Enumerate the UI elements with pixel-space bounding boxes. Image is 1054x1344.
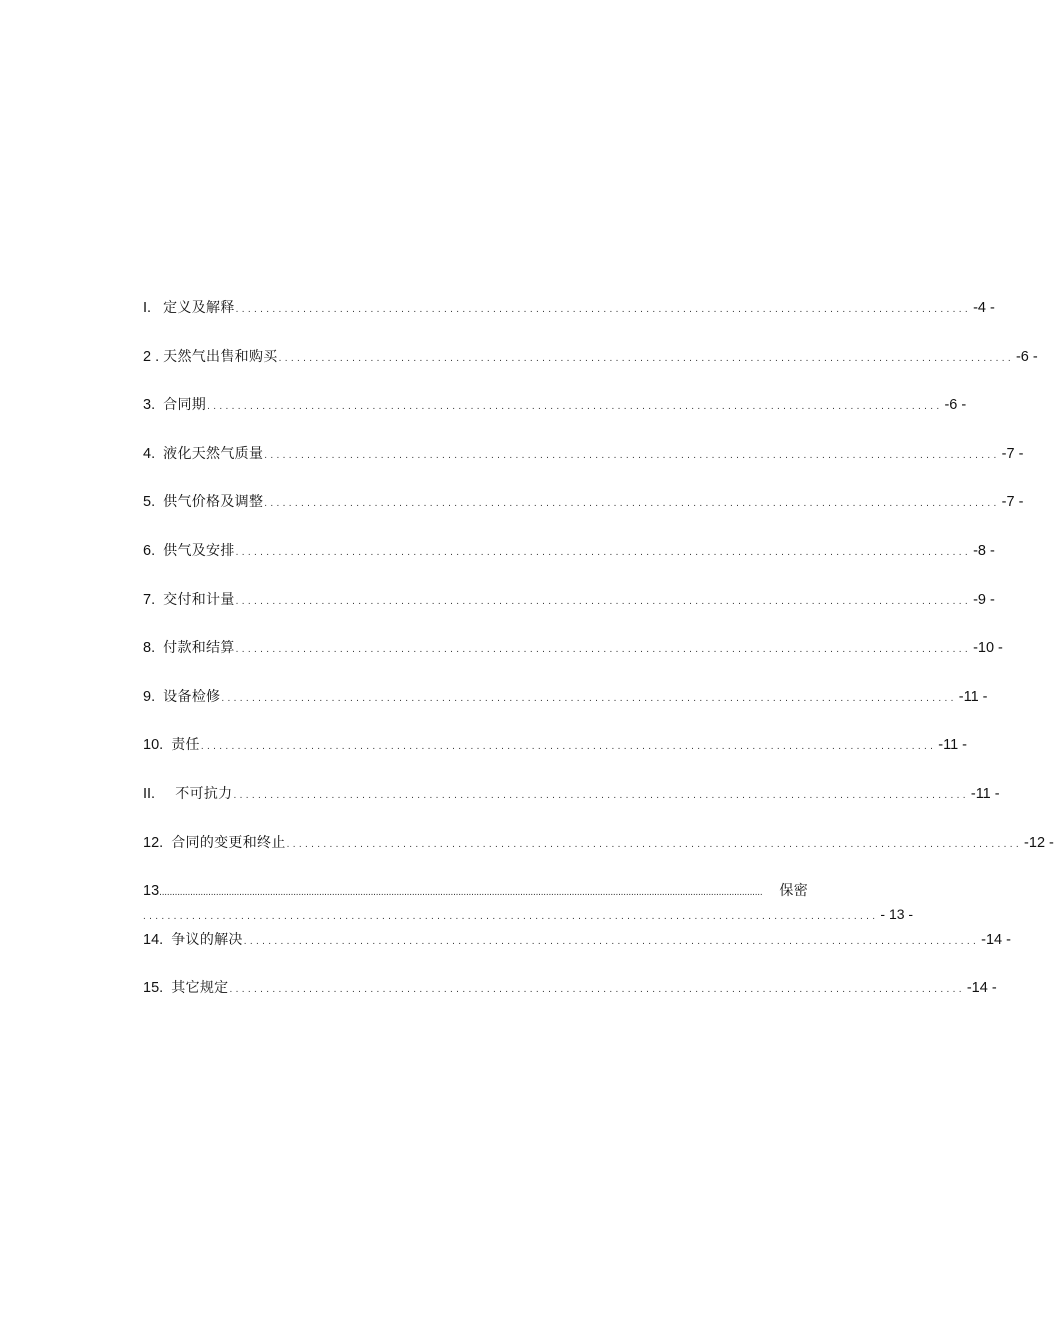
toc-entry-spacing bbox=[163, 831, 171, 855]
toc-entry-number: 8. bbox=[143, 640, 156, 657]
toc-entry[interactable] bbox=[143, 976, 997, 1025]
toc-entry-number: 7. bbox=[143, 591, 156, 608]
toc-entry-page: -14 - bbox=[966, 980, 997, 997]
toc-dot-leader: ........................................................................................................................ bbox=[264, 449, 1000, 461]
toc-dot-leader: ........................................................................................................................ bbox=[286, 838, 1023, 850]
toc-entry[interactable] bbox=[143, 588, 995, 637]
toc-entry[interactable] bbox=[143, 928, 1011, 977]
toc-dot-leader: ........................................................................................................................ bbox=[235, 304, 972, 315]
toc-entry-page: -4 - bbox=[973, 300, 995, 316]
toc-entry-page: -7 - bbox=[1001, 494, 1024, 511]
toc-entry-title: 供气及安排 bbox=[163, 542, 235, 559]
toc-entry-spacing bbox=[155, 588, 163, 612]
toc-entry-title: 争议的解决 bbox=[171, 931, 243, 948]
toc-entry-title: 合同的变更和终止 bbox=[171, 834, 286, 851]
toc-entry-page: -11 - bbox=[938, 737, 967, 754]
toc-entry[interactable] bbox=[143, 345, 1038, 394]
toc-entry-number: 12. bbox=[143, 834, 164, 851]
toc-entry-spacing bbox=[155, 393, 163, 417]
toc-dot-leader: ........................................................................................................................ bbox=[143, 911, 879, 923]
toc-entry-page: -10 - bbox=[973, 640, 1003, 657]
toc-dot-leader: ........................................................................................................................ bbox=[235, 595, 972, 607]
toc-entry-page: -8 - bbox=[973, 542, 995, 559]
toc-entry-title: 其它规定 bbox=[171, 980, 229, 997]
toc-entry-page: -6 - bbox=[1015, 348, 1038, 365]
toc-entry-title: 交付和计量 bbox=[163, 591, 235, 608]
toc-entry-spacing bbox=[155, 539, 163, 563]
toc-entry-number: II. bbox=[143, 785, 156, 802]
toc-entry-spacing bbox=[163, 976, 171, 1000]
toc-dot-leader: .......................................................................................................................................................................................................................................... bbox=[159, 887, 763, 899]
toc-entry-title: 保密 bbox=[779, 883, 808, 900]
toc-dot-leader: ........................................................................................................................ bbox=[200, 741, 937, 753]
toc-entry[interactable] bbox=[143, 393, 967, 442]
toc-entry[interactable] bbox=[143, 831, 1054, 880]
toc-entry[interactable] bbox=[143, 685, 988, 734]
toc-entry-number: 4. bbox=[143, 445, 156, 462]
toc-entry-number: 14. bbox=[143, 931, 164, 948]
toc-entry-title: 供气价格及调整 bbox=[163, 494, 264, 511]
toc-entry-spacing bbox=[155, 782, 175, 806]
toc-entry-number: 5. bbox=[143, 494, 156, 511]
toc-entry-page: -14 - bbox=[981, 931, 1011, 948]
toc-entry-page: -11 - bbox=[970, 785, 1000, 802]
toc-dot-leader: ........................................................................................................................ bbox=[207, 401, 943, 413]
toc-dot-leader: ........................................................................................................................ bbox=[264, 498, 1000, 510]
toc-entry-title: 合同期 bbox=[163, 397, 207, 414]
toc-entry-page: -7 - bbox=[1001, 445, 1024, 462]
toc-dot-leader: ........................................................................................................................ bbox=[243, 935, 980, 947]
toc-entry-page: -11 - bbox=[958, 688, 988, 705]
toc-entry-spacing bbox=[151, 296, 163, 320]
toc-entry-number: 3. bbox=[143, 397, 156, 414]
toc-entry-number: I. bbox=[143, 300, 152, 316]
toc-dot-leader: ........................................................................................................................ bbox=[235, 644, 972, 656]
toc-entry[interactable] bbox=[143, 296, 995, 345]
toc-entry-spacing bbox=[155, 442, 163, 466]
toc-entry[interactable] bbox=[143, 539, 995, 588]
toc-dot-leader: ........................................................................................................................ bbox=[229, 984, 965, 996]
toc-entry-number: 6. bbox=[143, 542, 156, 559]
toc-dot-leader: ........................................................................................................................ bbox=[233, 789, 969, 801]
toc-entry[interactable] bbox=[143, 490, 1024, 539]
toc-entry[interactable] bbox=[143, 636, 1003, 685]
toc-entry-number: 13 bbox=[143, 883, 160, 900]
toc-entry-title: 设备检修 bbox=[163, 688, 221, 705]
toc-entry-number: 9. bbox=[143, 688, 156, 705]
toc-entry-page: -12 - bbox=[1024, 834, 1054, 851]
toc-entry-page: -9 - bbox=[973, 591, 995, 608]
toc-entry[interactable] bbox=[143, 733, 967, 782]
toc-dot-leader: ........................................................................................................................ bbox=[235, 546, 972, 558]
toc-entry-title: 责任 bbox=[171, 737, 200, 754]
toc-entry-title: 天然气出售和购买 bbox=[163, 348, 278, 365]
toc-entry-title: 液化天然气质量 bbox=[163, 445, 264, 462]
toc-dot-leader: ........................................................................................................................ bbox=[221, 692, 957, 704]
toc-entry-title: 定义及解释 bbox=[163, 300, 235, 316]
toc-entry-title: 不可抗力 bbox=[175, 785, 233, 802]
toc-entry-page: -6 - bbox=[944, 397, 967, 414]
toc-entry-number: 2 . bbox=[143, 348, 160, 365]
toc-entry-number: 10. bbox=[143, 737, 164, 754]
toc-dot-leader: ........................................................................................................................ bbox=[278, 352, 1014, 364]
toc-entry-spacing bbox=[163, 733, 171, 757]
toc-entry-spacing bbox=[155, 636, 163, 660]
toc-entry[interactable] bbox=[143, 782, 1000, 831]
toc-entry[interactable] bbox=[143, 442, 1024, 491]
toc-entry[interactable] bbox=[143, 879, 914, 928]
toc-entry-number: 15. bbox=[143, 980, 164, 997]
toc-entry-title: 付款和结算 bbox=[163, 640, 235, 657]
toc-entry-spacing bbox=[155, 490, 163, 514]
toc-entry-spacing bbox=[163, 928, 171, 952]
toc-entry-spacing bbox=[155, 685, 163, 709]
table-of-contents bbox=[143, 296, 1054, 1025]
toc-entry-page: - 13 - bbox=[880, 906, 914, 923]
